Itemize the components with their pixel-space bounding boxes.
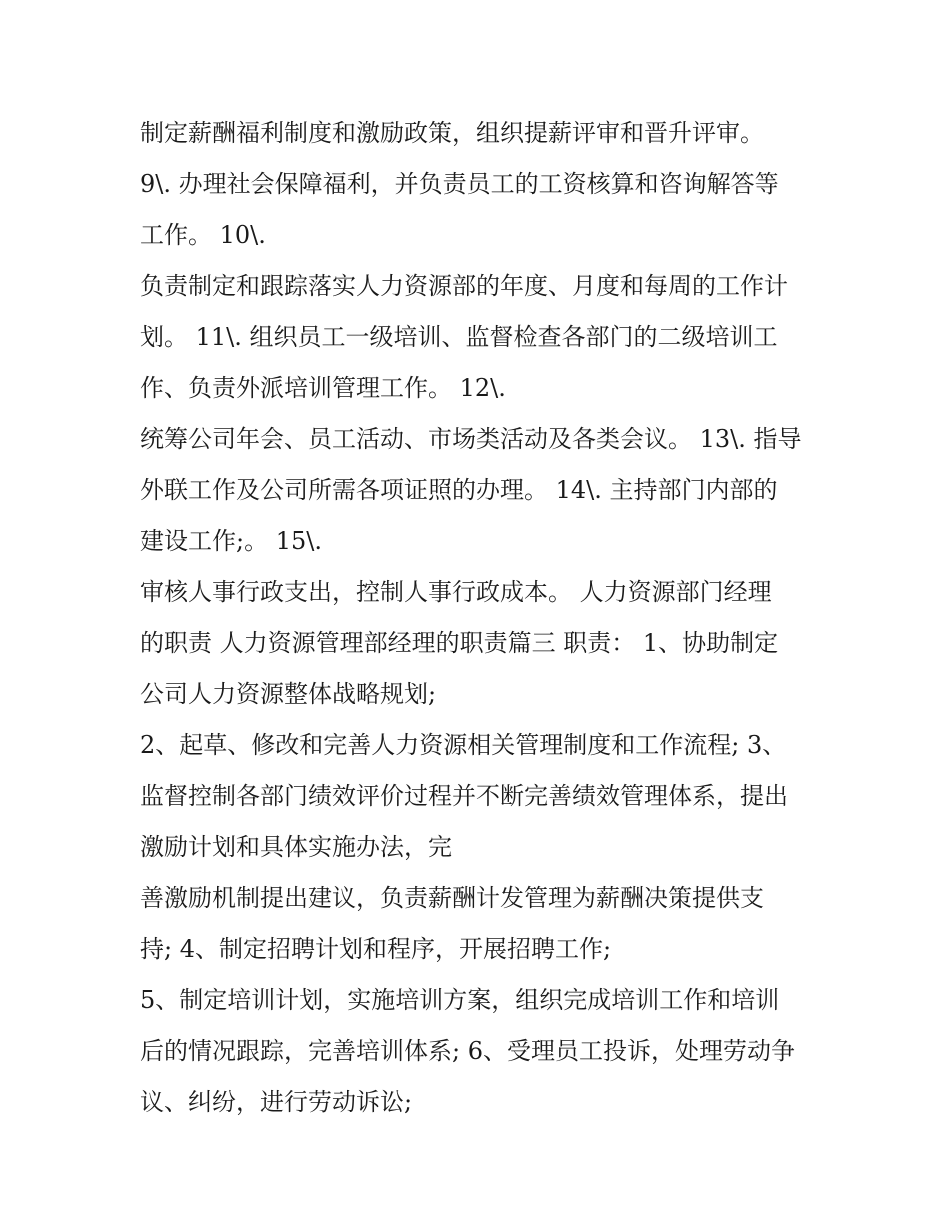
text-line: 激励计划和具体实施办法，完 <box>140 833 452 861</box>
text-line: 监督控制各部门绩效评价过程并不断完善绩效管理体系，提出 <box>140 782 788 810</box>
text-line: 负责制定和跟踪落实人力资源部的年度、月度和每周的工作计 <box>140 272 788 300</box>
text-line: 9\. 办理社会保障福利，并负责员工的工资核算和咨询解答等 <box>140 170 779 198</box>
text-line: 划。 11\. 组织员工一级培训、监督检查各部门的二级培训工 <box>140 323 778 351</box>
text-line: 议、纠纷，进行劳动诉讼; <box>140 1088 413 1116</box>
text-line: 的职责 人力资源管理部经理的职责篇三 职责： 1、协助制定 <box>140 629 779 657</box>
text-line: 2、起草、修改和完善人力资源相关管理制度和工作流程; 3、 <box>140 731 787 759</box>
text-line: 统筹公司年会、员工活动、市场类活动及各类会议。 13\. 指导 <box>140 425 802 453</box>
text-line: 后的情况跟踪，完善培训体系; 6、受理员工投诉，处理劳动争 <box>140 1037 795 1065</box>
text-line: 5、制定培训计划，实施培训方案，组织完成培训工作和培训 <box>140 986 780 1014</box>
document-body <box>140 108 830 1128</box>
text-line: 善激励机制提出建议，负责薪酬计发管理为薪酬决策提供支 <box>140 884 764 912</box>
text-line: 外联工作及公司所需各项证照的办理。 14\. 主持部门内部的 <box>140 476 778 504</box>
text-line: 制定薪酬福利制度和激励政策，组织提薪评审和晋升评审。 <box>140 119 764 147</box>
text-line: 持; 4、制定招聘计划和程序，开展招聘工作; <box>140 935 612 963</box>
text-line: 公司人力资源整体战略规划; <box>140 680 437 708</box>
text-line: 审核人事行政支出，控制人事行政成本。 人力资源部门经理 <box>140 578 772 606</box>
text-line: 工作。 10\. <box>140 221 266 249</box>
text-line: 作、负责外派培训管理工作。 12\. <box>140 374 506 402</box>
text-line: 建设工作;。 15\. <box>140 527 322 555</box>
